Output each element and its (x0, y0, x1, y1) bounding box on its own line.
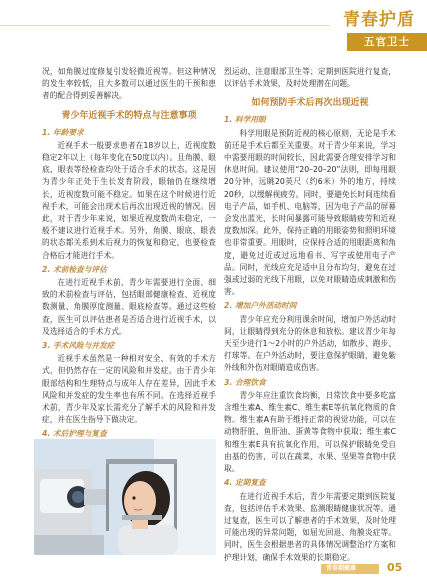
brand-title: 青春护盾 (343, 10, 415, 30)
column-brand (331, 9, 427, 51)
subheading-risk: 3. 手术风险与并发症 (42, 341, 115, 351)
paragraph-outdoor: 青少年应充分利用课余时间，增加户外活动时间，让眼睛得到充分的休息和放松。建议青少年每天至少进行1～2小时的户外活动，如散步、跑步、打球等。在户外活动时，要注意保护眼睛，避免紫外线和外伤对眼睛造成伤害。 (224, 314, 396, 373)
page-number: 05 (387, 561, 403, 574)
paragraph-followup: 在进行近视手术后，青少年需要定期到医院复查，包括评估手术效果、监测眼睛健康状况等。通过复查，医生可以了解患者的手术效果，及时处理可能出现的异常问题，如屈光回退、角膜炎症等。同时，医生会根据患者的具体情况调整治疗方案和护理计划，确保手术效果的长期稳定。 (224, 491, 396, 562)
eye-exam-photo (34, 439, 216, 555)
right-column (224, 66, 396, 564)
subheading-age: 1. 年龄要求 (42, 127, 84, 137)
paragraph-diet: 青少年应注重饮食均衡，日常饮食中要多吃富含维生素A、维生素C、维生素E等抗氧化物质的食物。维生素A有助于维持正常的视觉功能，可以在动物肝脏、鱼肝油、蛋黄等食物中获取；维生素C和维生素E具有抗氧化作用，可以保护眼睛免受自由基的伤害，可以在蔬菜、水果、坚果等食物中获取。 (224, 390, 396, 474)
paragraph-risk: 近视手术虽然是一种相对安全、有效的手术方式，但仍然存在一定的风险和并发症。由于青少年眼部结构和生理特点与成年人存在差异，因此手术风险和并发症的发生率也有所不同。在选择近视手术前，青少年及家长需充分了解手术的风险和并发症，并在医生指导下做决定。 (42, 354, 216, 425)
header-rule (0, 25, 330, 26)
paragraph-preop: 在进行近视手术前，青少年需要进行全面、细致的术前检查与评估，包括眼部健康检查、近视度数测量、角膜厚度测量、眼底检查等。通过这些检查，医生可以评估患者是否适合进行近视手术，以及选择适合的手术方式。 (42, 278, 216, 336)
subheading-diet: 3. 合理饮食 (224, 377, 266, 387)
continued-paragraph: 烈运动、注意眼部卫生等；定期到医院进行复查，以评估手术效果，及时处理潜在问题。 (224, 67, 396, 89)
subheading-outdoor: 2. 增加户外活动时间 (224, 301, 297, 311)
subheading-followup: 4. 定期复查 (224, 478, 266, 488)
page-footer (321, 561, 427, 575)
subheading-preop: 2. 术前检查与评估 (42, 264, 107, 274)
paragraph-eye-use: 科学用眼是预防近视的核心原则，无论是手术前还是手术后都至关重要。对于青少年来说，学习中需要用眼的时间较长，因此需要合理安排学习和休息时间。建议使用“20–20–20”法则，即每用眼20分钟，远眺20英尺（约6米）外的地方，持续20秒，以缓解视疲劳。同时，要避免长时间连续看电子产品，如手机、电脑等，因为电子产品的屏幕会发出蓝光，长时间暴露可能导致眼睛疲劳和近视度数加深。此外，保持正确的用眼姿势和照明环境也非常重要。用眼时，应保持合适的用眼距离和角度，避免过近或过远地看书、写字或使用电子产品。同时，光线应充足适中且分布均匀，避免在过强或过弱的光线下用眼，以免对眼睛造成刺激和伤害。 (224, 128, 396, 297)
brand-subtitle: 五官卫士 (347, 33, 427, 51)
paragraph-age: 近视手术一般要求患者在18岁以上，近视度数稳定2年以上（每年变化在50度以内）。且角膜、眼底、眼表等经检查均处于适合手术的状态。这是因为青少年正处于生长发育阶段，眼轴仍在继续增长，近视度数可能不稳定。如果在这个时候进行近视手术，可能会出现术后再次出现近视的情况。因此，对于青少年来说，如果近视度数尚未稳定，一般不建议进行近视手术。另外，角膜、眼底、眼表的状态都关系到术后视力的恢复和稳定，也要检查合格后才能进行手术。 (42, 140, 216, 260)
subheading-postop: 4. 术后护理与复查 (42, 429, 107, 439)
section-title-prevention: 如何预防手术后再次出现近视 (251, 98, 369, 109)
section-title-features: 青少年近视手术的特点与注意事项 (61, 110, 197, 121)
left-column (42, 66, 216, 466)
continued-paragraph: 况，如角膜过度修复引发轻微近视等。但这种情况的发生率较低，且大多数可以通过医生的干预和患者的配合得到妥善解决。 (42, 67, 216, 101)
magazine-name: 青春期健康 (326, 565, 357, 572)
subheading-eye-use: 1. 科学用眼 (224, 115, 266, 125)
